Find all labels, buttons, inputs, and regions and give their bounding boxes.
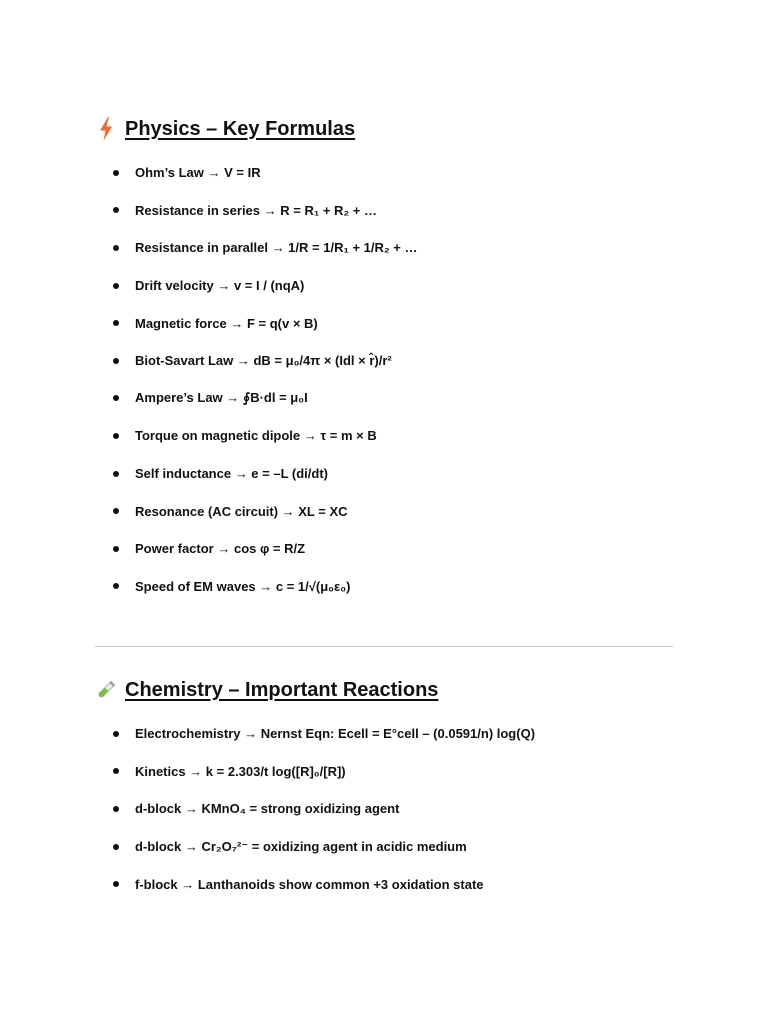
bullet-dot bbox=[113, 320, 119, 326]
test-tube-icon bbox=[95, 677, 117, 703]
list-item bbox=[113, 530, 417, 568]
chemistry-reaction-list bbox=[113, 715, 535, 903]
bullet-dot bbox=[113, 806, 119, 812]
bullet-dot bbox=[113, 844, 119, 850]
list-item-text: Speed of EM waves → c = 1/√(μ₀ε₀) bbox=[135, 578, 351, 594]
list-item-text: Biot-Savart Law → dB = μ₀/4π × (Idl × r̂)/r² bbox=[135, 353, 392, 369]
list-item bbox=[113, 380, 417, 418]
lightning-icon bbox=[95, 116, 117, 142]
list-item-text: Torque on magnetic dipole → τ = m × B bbox=[135, 428, 377, 444]
physics-heading bbox=[95, 114, 355, 144]
bullet-dot bbox=[113, 395, 119, 401]
list-item-text: Kinetics → k = 2.303/t log([R]₀/[R]) bbox=[135, 763, 346, 779]
list-item bbox=[113, 828, 535, 866]
list-item bbox=[113, 192, 417, 230]
bullet-dot bbox=[113, 358, 119, 364]
list-item-text: Drift velocity → v = I / (nqA) bbox=[135, 278, 305, 294]
bullet-dot bbox=[113, 731, 119, 737]
list-item bbox=[113, 304, 417, 342]
bullet-dot bbox=[113, 508, 119, 514]
list-item-text: d-block → Cr₂O₇²⁻ = oxidizing agent in acidic medium bbox=[135, 838, 467, 854]
list-item-text: Resistance in series → R = R₁ + R₂ + … bbox=[135, 202, 378, 218]
list-item bbox=[113, 865, 535, 903]
list-item-text: Power factor → cos φ = R/Z bbox=[135, 541, 306, 557]
list-item bbox=[113, 455, 417, 493]
bullet-dot bbox=[113, 471, 119, 477]
bullet-dot bbox=[113, 881, 119, 887]
list-item-text: Resonance (AC circuit) → XL = XC bbox=[135, 503, 348, 519]
list-item bbox=[113, 154, 417, 192]
bullet-dot bbox=[113, 583, 119, 589]
bullet-dot bbox=[113, 170, 119, 176]
list-item-text: Resistance in parallel → 1/R = 1/R₁ + 1/R₂ + … bbox=[135, 240, 418, 256]
list-item bbox=[113, 229, 417, 267]
list-item-text: Magnetic force → F = q(v × B) bbox=[135, 315, 318, 331]
list-item-text: d-block → KMnO₄ = strong oxidizing agent bbox=[135, 801, 400, 817]
section-divider bbox=[95, 646, 673, 647]
bullet-dot bbox=[113, 207, 119, 213]
physics-formula-list bbox=[113, 154, 417, 605]
list-item-text: Electrochemistry → Nernst Eqn: Ecell = E°cell – (0.0591/n) log(Q) bbox=[135, 726, 536, 742]
list-item bbox=[113, 715, 535, 753]
list-item bbox=[113, 568, 417, 606]
list-item bbox=[113, 342, 417, 380]
list-item-text: Ampere’s Law → ∮B·dl = μ₀I bbox=[135, 390, 308, 406]
list-item bbox=[113, 417, 417, 455]
bullet-dot bbox=[113, 283, 119, 289]
bullet-dot bbox=[113, 768, 119, 774]
list-item bbox=[113, 790, 535, 828]
list-item-text: Ohm’s Law → V = IR bbox=[135, 165, 261, 181]
chemistry-heading bbox=[95, 675, 438, 705]
chemistry-heading-text: Chemistry – Important Reactions bbox=[125, 678, 439, 701]
bullet-dot bbox=[113, 433, 119, 439]
list-item bbox=[113, 267, 417, 305]
list-item-text: f-block → Lanthanoids show common +3 oxidation state bbox=[135, 876, 484, 892]
physics-heading-text: Physics – Key Formulas bbox=[125, 117, 356, 140]
bullet-dot bbox=[113, 546, 119, 552]
bullet-dot bbox=[113, 245, 119, 251]
list-item bbox=[113, 492, 417, 530]
list-item-text: Self inductance → e = –L (di/dt) bbox=[135, 466, 328, 482]
list-item bbox=[113, 753, 535, 791]
